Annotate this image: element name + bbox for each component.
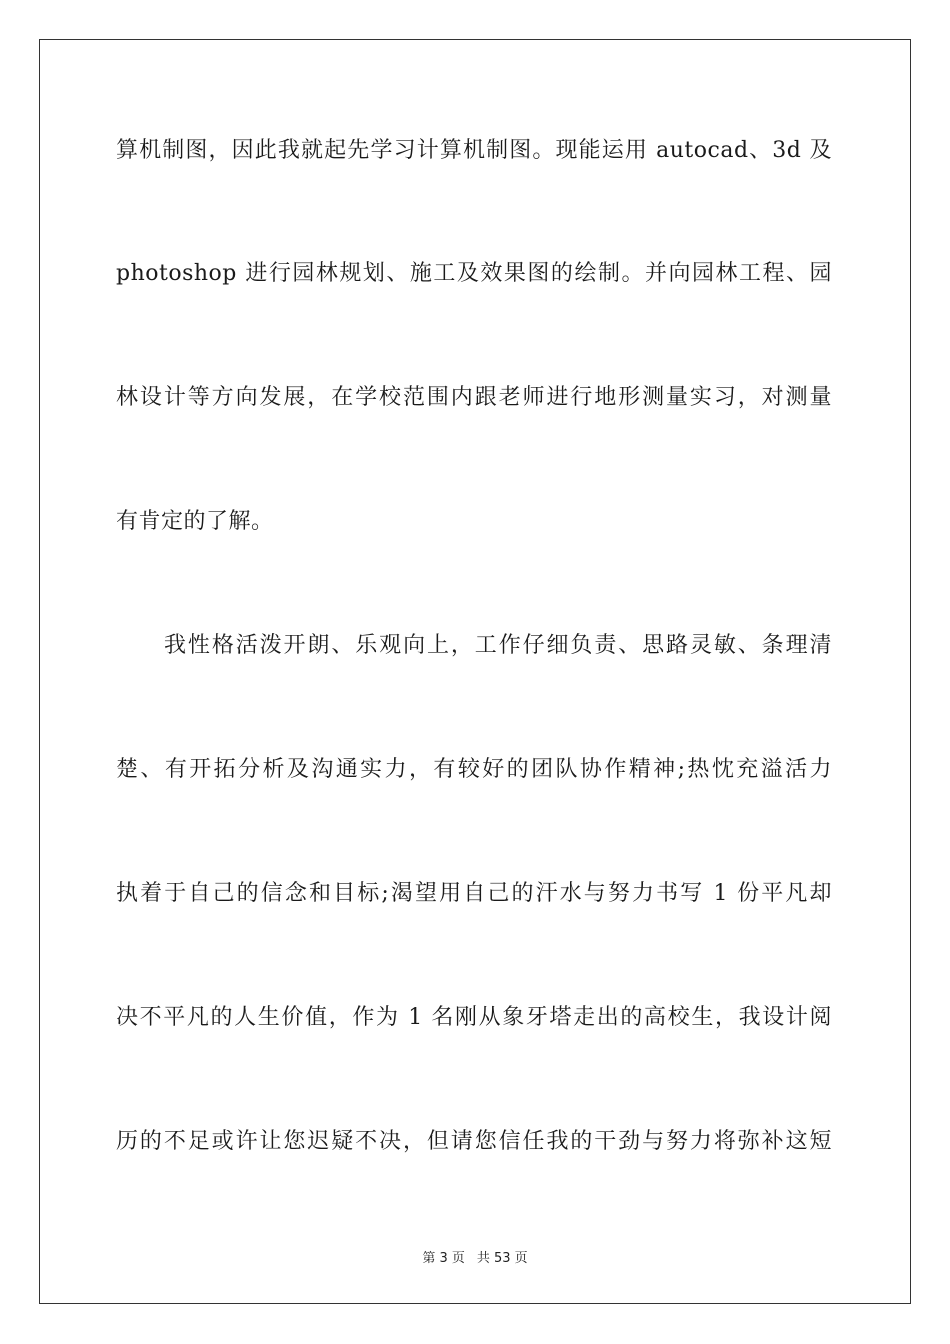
page-total: 共 53 页 xyxy=(476,1251,528,1266)
text-line-5: 我性格活泼开朗、乐观向上，工作仔细负责、思路灵敏、条理清 xyxy=(164,633,832,658)
text-line-3: 林设计等方向发展，在学校范围内跟老师进行地形测量实习，对测量 xyxy=(116,385,832,410)
text-line-7: 执着于自己的信念和目标;渴望用自己的汗水与努力书写 1 份平凡却 xyxy=(116,881,832,906)
text-line-8: 决不平凡的人生价值，作为 1 名刚从象牙塔走出的高校生，我设计阅 xyxy=(116,1005,832,1030)
page-footer xyxy=(0,1247,950,1266)
page-number: 第 3 页 xyxy=(422,1251,465,1266)
text-line-6: 楚、有开拓分析及沟通实力，有较好的团队协作精神;热忱充溢活力 xyxy=(116,757,832,782)
text-line-1: 算机制图，因此我就起先学习计算机制图。现能运用 autocad、3d 及 xyxy=(116,138,832,163)
page-border xyxy=(39,39,911,1304)
text-line-4: 有肯定的了解。 xyxy=(116,509,274,534)
text-line-2: photoshop 进行园林规划、施工及效果图的绘制。并向园林工程、园 xyxy=(116,261,832,286)
text-line-9: 历的不足或许让您迟疑不决，但请您信任我的干劲与努力将弥补这短 xyxy=(116,1129,832,1154)
